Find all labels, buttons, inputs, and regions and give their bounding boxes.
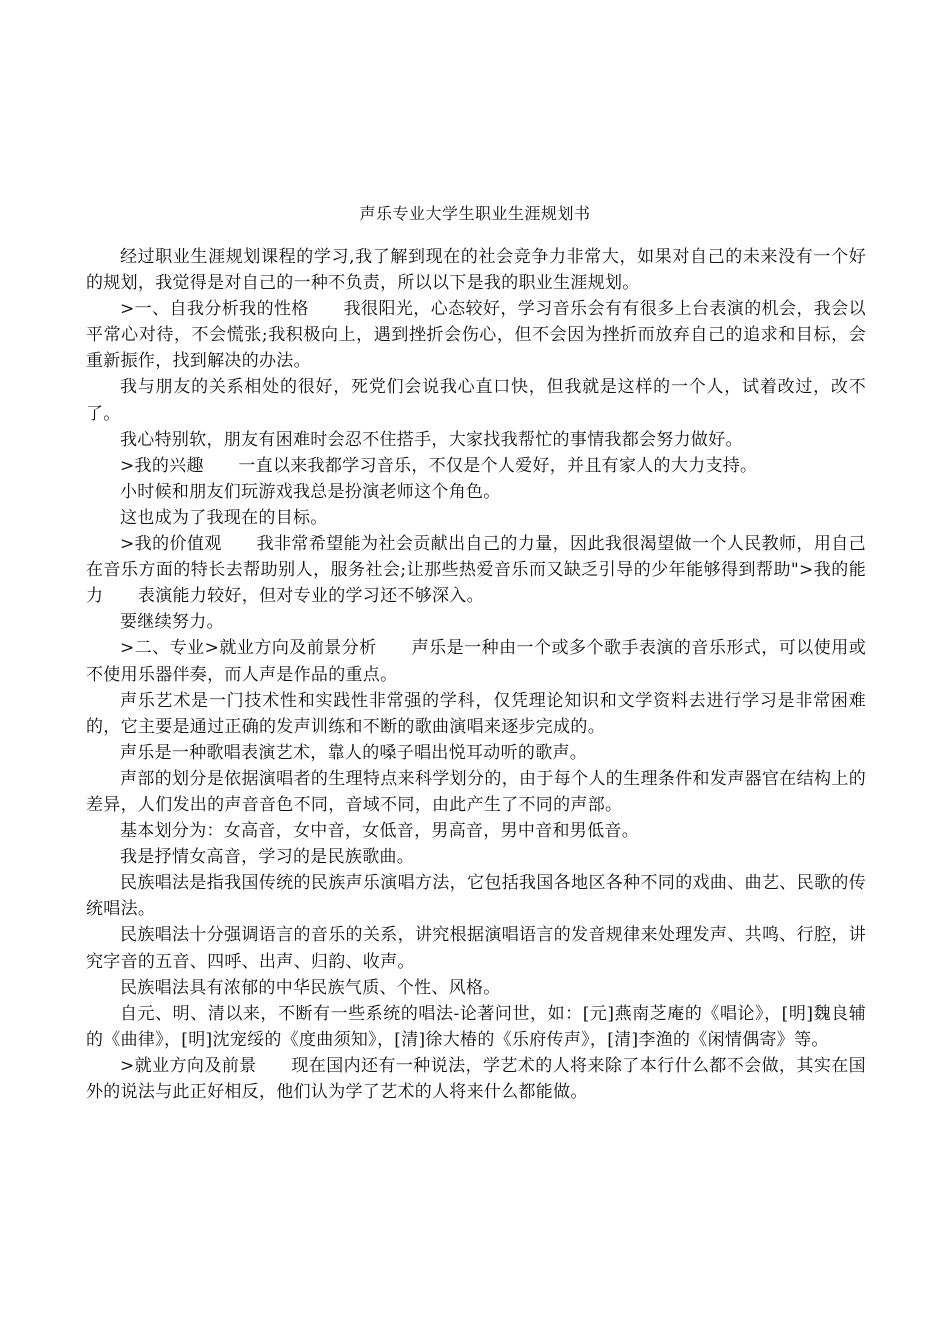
paragraph: 民族唱法十分强调语言的音乐的关系，讲究根据演唱语言的发音规律来处理发声、共鸣、行腔，讲究字音的五音、四呼、出声、归韵、收声。 <box>86 925 866 972</box>
paragraph: 小时候和朋友们玩游戏我总是扮演老师这个角色。 <box>120 481 501 502</box>
document-body <box>86 244 866 1105</box>
paragraph: 经过职业生涯规划课程的学习,我了解到现在的社会竞争力非常大，如果对自己的未来没有一个好的规划，我觉得是对自己的一种不负责，所以以下是我的职业生涯规划。 <box>86 247 866 294</box>
paragraph: >一、自我分析我的性格 我很阳光，心态较好，学习音乐会有有很多上台表演的机会，我会以平常心对待，不会慌张;我积极向上，遇到挫折会伤心，但不会因为挫折而放弃自己的追求和目标，会重新振作，找到解决的办法。 <box>86 299 866 372</box>
paragraph: 这也成为了我现在的目标。 <box>120 507 328 528</box>
paragraph: 我与朋友的关系相处的很好，死党们会说我心直口快，但我就是这样的一个人，试着改过，改不了。 <box>86 377 866 424</box>
paragraph: >我的价值观 我非常希望能为社会贡献出自己的力量，因此我很渴望做一个人民教师，用自己在音乐方面的特长去帮助别人，服务社会;让那些热爱音乐而又缺乏引导的少年能够得到帮助">我的能力 表演能力较好，但对专业的学习还不够深入。 <box>86 534 866 607</box>
paragraph: 基本划分为：女高音，女中音，女低音，男高音，男中音和男低音。 <box>120 821 639 842</box>
paragraph: >二、专业>就业方向及前景分析 声乐是一种由一个或多个歌手表演的音乐形式，可以使用或不使用乐器伴奏，而人声是作品的重点。 <box>86 638 866 685</box>
paragraph: 自元、明、清以来，不断有一些系统的唱法-论著问世，如：[元]燕南芝庵的《唱论》，[明]魏良辅的《曲律》，[明]沈宠绥的《度曲须知》，[清]徐大椿的《乐府传声》，[清]李渔的《闲情偶寄》等。 <box>86 1003 866 1050</box>
paragraph: 我心特别软，朋友有困难时会忍不住搭手，大家找我帮忙的事情我都会努力做好。 <box>120 429 743 450</box>
paragraph: >我的兴趣 一直以来我都学习音乐，不仅是个人爱好，并且有家人的大力支持。 <box>120 455 758 476</box>
paragraph: 要继续努力。 <box>120 612 224 633</box>
paragraph: 民族唱法是指我国传统的民族声乐演唱方法，它包括我国各地区各种不同的戏曲、曲艺、民歌的传统唱法。 <box>86 873 866 920</box>
document-title: 声乐专业大学生职业生涯规划书 <box>359 204 591 223</box>
paragraph: 声乐艺术是一门技术性和实践性非常强的学科，仅凭理论知识和文学资料去进行学习是非常困难的，它主要是通过正确的发声训练和不断的歌曲演唱来逐步完成的。 <box>86 690 866 737</box>
paragraph: 声部的划分是依据演唱者的生理特点来科学划分的，由于每个人的生理条件和发声器官在结构上的差异，人们发出的声音音色不同，音域不同，由此产生了不同的声部。 <box>86 768 866 815</box>
paragraph: >就业方向及前景 现在国内还有一种说法，学艺术的人将来除了本行什么都不会做，其实在国外的说法与此正好相反，他们认为学了艺术的人将来什么都能做。 <box>86 1055 866 1102</box>
paragraph: 民族唱法具有浓郁的中华民族气质、个性、风格。 <box>120 977 501 998</box>
paragraph: 声乐是一种歌唱表演艺术，靠人的嗓子唱出悦耳动听的歌声。 <box>120 742 588 763</box>
paragraph: 我是抒情女高音，学习的是民族歌曲。 <box>120 847 415 868</box>
